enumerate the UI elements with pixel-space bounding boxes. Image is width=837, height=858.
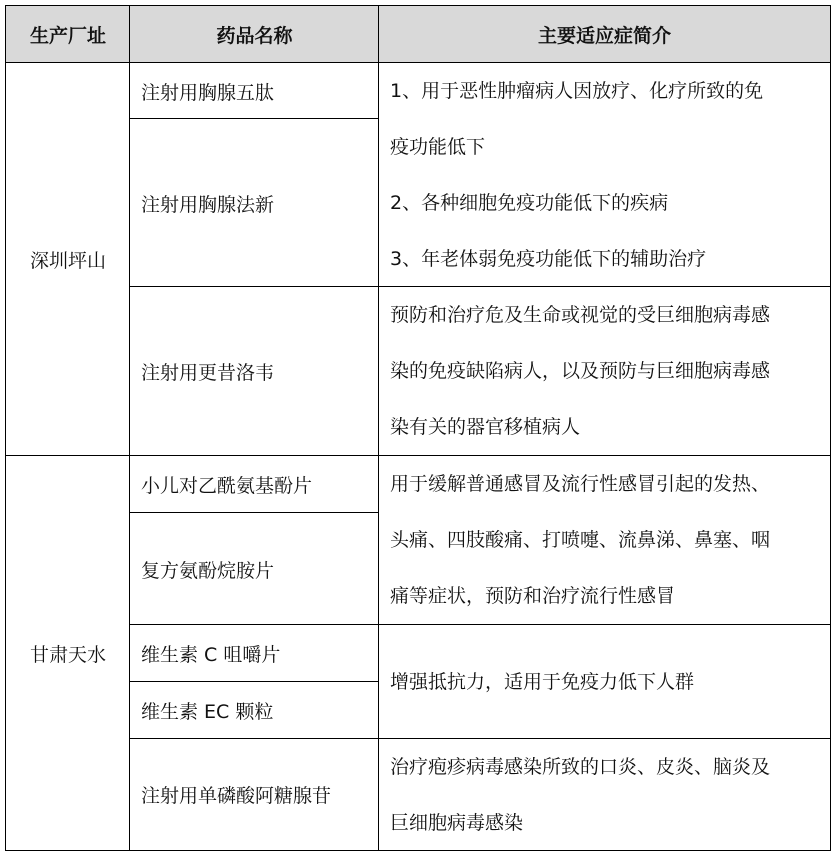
indication-line: 预防和治疗危及生命或视觉的受巨细胞病毒感: [390, 304, 771, 326]
indication-line: 增强抵抗力，适用于免疫力低下人群: [390, 671, 695, 693]
drug-name-cell: [130, 63, 379, 119]
drug-name: 注射用更昔洛韦: [141, 362, 275, 384]
drug-name: 小儿对乙酰氨基酚片: [141, 475, 313, 497]
indication-line: 染的免疫缺陷病人，以及预防与巨细胞病毒感: [390, 360, 771, 382]
indication-cell: [379, 625, 830, 739]
header-site: [6, 6, 130, 63]
site-cell: [6, 456, 130, 850]
drug-name-cell: [130, 682, 379, 739]
drug-name: 注射用单磷酸阿糖腺苷: [141, 785, 332, 807]
header-drug-name-label: 药品名称: [216, 25, 293, 47]
indication-line: 1、用于恶性肿瘤病人因放疗、化疗所致的免: [390, 80, 764, 102]
grid-line: [129, 6, 130, 850]
indication-cell: [379, 456, 830, 625]
indication-line: 头痛、四肢酸痛、打喷嚏、流鼻涕、鼻塞、咽: [390, 529, 771, 551]
drug-name-cell: [130, 456, 379, 513]
indication-line: 用于缓解普通感冒及流行性感冒引起的发热、: [390, 473, 771, 495]
site-cell: [6, 63, 130, 456]
grid-line: [129, 738, 830, 739]
grid-line: [129, 512, 379, 513]
grid-line: [6, 62, 830, 63]
header-indication: [379, 6, 830, 63]
grid-line: [6, 455, 830, 456]
drug-name: 维生素 C 咀嚼片: [141, 644, 281, 666]
grid-line: [378, 6, 379, 850]
grid-line: [129, 624, 830, 625]
drug-name-cell: [130, 625, 379, 682]
indication-line: 巨细胞病毒感染: [390, 812, 524, 834]
indication-cell: [379, 63, 830, 287]
indication-line: 染有关的器官移植病人: [390, 416, 581, 438]
drug-name: 注射用胸腺法新: [141, 193, 275, 216]
site-label: 深圳坪山: [29, 250, 106, 272]
grid-line: [129, 118, 379, 119]
drug-name-cell: [130, 119, 379, 287]
drug-indication-table: [5, 5, 831, 851]
drug-name-cell: [130, 287, 379, 456]
drug-name-cell: [130, 513, 379, 625]
indication-line: 2、各种细胞免疫功能低下的疾病: [390, 192, 669, 214]
indication-cell: [379, 287, 830, 456]
indication-line: 3、年老体弱免疫功能低下的辅助治疗: [390, 248, 707, 270]
header-drug-name: [130, 6, 379, 63]
header-indication-label: 主要适应症简介: [537, 25, 671, 47]
drug-name: 复方氨酚烷胺片: [141, 559, 275, 582]
drug-name: 注射用胸腺五肽: [141, 81, 275, 104]
drug-name-cell: [130, 739, 379, 850]
indication-line: 痛等症状，预防和治疗流行性感冒: [390, 585, 676, 607]
grid-line: [129, 681, 379, 682]
indication-line: 治疗疱疹病毒感染所致的口炎、皮炎、脑炎及: [390, 756, 771, 778]
drug-name: 维生素 EC 颗粒: [141, 701, 274, 723]
header-site-label: 生产厂址: [29, 25, 106, 47]
indication-cell: [379, 739, 830, 850]
indication-line: 疫功能低下: [390, 136, 486, 158]
site-label: 甘肃天水: [29, 643, 106, 666]
grid-line: [129, 286, 830, 287]
